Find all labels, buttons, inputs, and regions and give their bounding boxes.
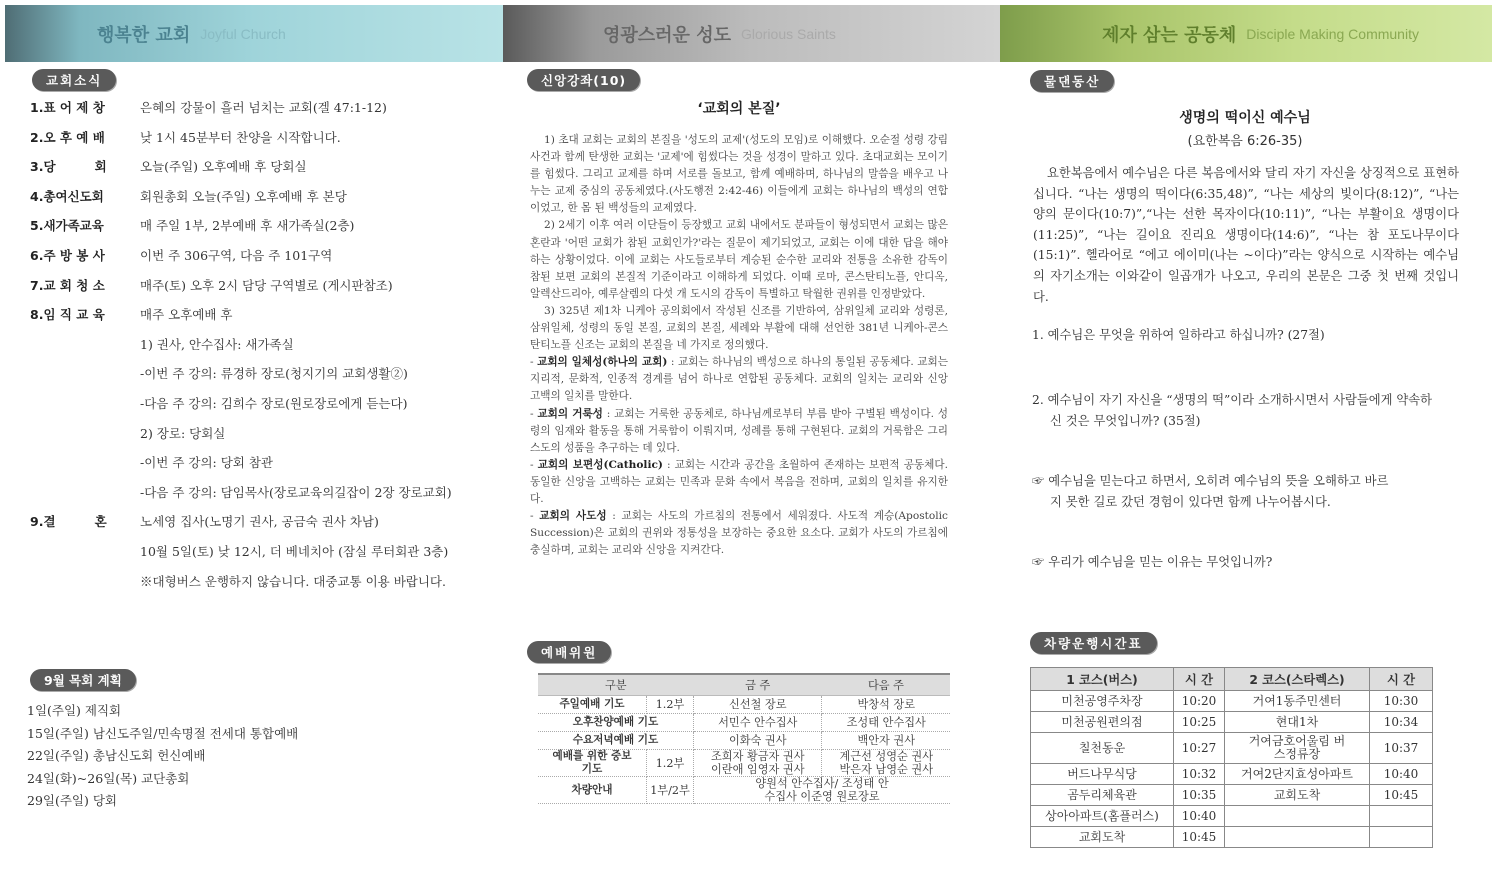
lecture-definition: - 교회의 사도성 : 교회는 사도의 가르침의 전통에서 세워졌다. 사도적 계승(Apostolic Succession)은 교회의 권위와 정통성을 보장하는 중요한 요소다. 교회가 사도의 가르침에 충실하며, 교회는 교리와 신앙을 지켜간다. [530, 510, 948, 557]
news-subitem: 1) 권사, 안수집사: 새가족실 [140, 336, 294, 352]
lecture-paragraph: 3) 325년 제1차 니케아 공의회에서 작성된 신조를 기반하여, 삼위일체 교리와 성령론, 삼위일체, 성령의 동일 본질, 교회의 본질, 세례와 부활에 대해 선언한 381년 니케아-콘스탄티노플 신조는 교회의 본질을 네 가지로 정의했다. [530, 304, 948, 352]
question-2 [1032, 390, 1462, 432]
news-item-value: 매주(토) 오후 2시 담당 구역별로 (게시판참조) [140, 277, 393, 293]
banner-joyful-church [5, 5, 503, 62]
plan-item: 15일(주일) 남신도주일/민속명절 전세대 통합예배 [27, 725, 299, 741]
news-item-value: 노세영 집사(노명기 권사, 공금숙 권사 차남) [140, 514, 379, 530]
news-item-label: 8.임 직 교 육 [30, 307, 105, 323]
bible-title: 생명의 떡이신 예수님 [1179, 110, 1311, 126]
sharing-prompt-2: ☞ 우리가 예수님을 믿는 이유는 무엇입니까? [1032, 555, 1273, 569]
plan-item: 29일(주일) 당회 [27, 793, 118, 809]
news-item-value: 은혜의 강물이 흘러 넘치는 교회(겔 47:1-12) [140, 100, 387, 115]
definition-text: : 교회는 사도의 가르침의 전통에서 세워졌다. 사도적 계승(Apostolic Succession)은 교회의 권위와 정통성을 보장하는 중요한 요소다. 교회가 사도의 가르침에 충실하며, 교회는 교리와 신앙을 지켜간다. [530, 510, 948, 557]
table-cell: 1.2부 [647, 750, 694, 777]
table-header: 2 코스(스타렉스) [1225, 668, 1370, 691]
news-item [30, 157, 490, 187]
lecture-paragraph: 2) 2세기 이후 여러 이단들이 등장했고 교회 내에서도 분파들이 형성되면서 교회는 많은 혼란과 '어떤 교회가 참된 교회인가?'라는 질문이 제기되었고, 교회는 이에 대한 답을 해야하는 상황이었다. 이에 교회는 사도들로부터 계승된 순수한 교리와 전통을 소유한 감독이 참된 보편 교회의 본질적 기준이라고 이해하게 되었다. 이때 로마, 콘스탄티노플, 안디옥, 알렉산드리아, 예루살렘의 다섯 개 도시의 감독이 특별하고 탁월한 권위를 인정받았다. [530, 219, 948, 300]
table-header: 1 코스(버스) [1031, 668, 1174, 691]
table-cell [1225, 827, 1370, 848]
lecture-section-label: 신앙강좌(10) [527, 69, 640, 91]
table-row [538, 732, 950, 750]
lecture-paragraph: 1) 초대 교회는 교회의 본질을 '성도의 교제'(성도의 모임)로 이해했다. 오순절 성령 강림 사건과 함께 탄생한 교회는 '교제'에 힘썼다는 것을 성경이 말하고 있다. 초대교회는 모이기를 힘썼다. 그리고 교제를 하며 서로를 돌보고, 함께 예배하며, 하나님의 말씀을 배우고 나누는 교제 중심의 공동체였다.(사도행전 2:42-46) 이들에게 교회는 하나님의 백성의 연합이었고, 한 몸 된 백성들의 교제였다. [530, 134, 948, 215]
table-cell: 거여1동주민센터 [1225, 691, 1370, 712]
lecture-body [530, 132, 948, 559]
worship-committee-table [538, 673, 950, 804]
table-cell: 주일예배 기도 [538, 696, 647, 714]
banner-subtitle: Glorious Saints [740, 25, 836, 42]
table-cell: 10:45 [1174, 827, 1225, 848]
definition-text: : 교회는 시간과 공간을 초월하여 존재하는 보편적 공동체다. 동일한 신앙을 고백하는 교회는 민족과 문화 속에서 복음을 전하며, 교회의 일치를 유지한다. [530, 458, 949, 505]
table-cell: 10:20 [1174, 691, 1225, 712]
table-row [538, 750, 950, 777]
table-cell: 1부/2부 [647, 777, 694, 804]
bus-section-label: 차량운행시간표 [1030, 632, 1157, 654]
table-row [1031, 691, 1433, 712]
news-item-value: 매주 오후예배 후 [140, 307, 233, 323]
news-subitem: -이번 주 강의: 당회 참관 [140, 455, 274, 471]
table-cell: 거여2단지효성아파트 [1225, 764, 1370, 785]
table-cell: 예배를 위한 중보기도 [538, 750, 647, 777]
bible-intro: 요한복음에서 예수님은 다른 복음에서와 달리 자기 자신을 상징적으로 표현하십니다. “나는 생명의 떡이다(6:35,48)”, “나는 세상의 빛이다(8:12)”, “나는 양의 문이다(10:7)”,“나는 선한 목자이다(10:11)”, “나는 부활이요 생명이다(11:25)”, “나는 길이요 진리요 생명이다(14:6)”, “나는 참 포도나무이다(15:1)”. 헬라어로 “에고 에이미(나는 ~이다)”라는 양식으로 시작하는 예수님의 자기소개는 이와같이 일곱개가 나오고, 우리의 본문은 그중 첫 번째 것입니다. [1033, 166, 1459, 304]
news-item-label: 4.총여신도회 [30, 188, 104, 204]
table-cell: 1.2부 [647, 696, 694, 714]
news-item-value: 회원총회 오늘(주일) 오후예배 후 본당 [140, 188, 347, 204]
news-item-label: 3.당 회 [30, 159, 107, 175]
definition-term: 교회의 거룩성 [537, 407, 603, 420]
sharing-prompt-1 [1032, 471, 1462, 513]
news-item-label: 5.새가족교육 [30, 218, 104, 234]
banner-subtitle: Disciple Making Community [1246, 25, 1419, 42]
lecture-definition: - 교회의 보편성(Catholic) : 교회는 시간과 공간을 초월하여 존재하는 보편적 공동체다. 동일한 신앙을 고백하는 교회는 민족과 문화 속에서 복음을 전하며, 교회의 일치를 유지한다. [530, 458, 949, 505]
table-row [1031, 806, 1433, 827]
bible-section-label: 물댄동산 [1030, 70, 1114, 92]
plan-item: 22일(주일) 총남신도회 헌신예배 [27, 748, 206, 764]
news-item [30, 512, 490, 542]
news-item [30, 187, 490, 217]
news-item [30, 128, 490, 158]
table-cell: 버드나무식당 [1031, 764, 1174, 785]
table-cell: 현대1차 [1225, 712, 1370, 733]
table-cell: 박창석 장로 [822, 696, 950, 714]
table-cell: 이화숙 권사 [694, 732, 822, 750]
table-cell: 교회도착 [1225, 785, 1370, 806]
news-item-label: 7.교 회 청 소 [30, 277, 105, 293]
table-cell: 10:37 [1370, 733, 1433, 764]
table-row [538, 777, 950, 804]
table-header: 시 간 [1370, 668, 1433, 691]
news-list [30, 98, 490, 601]
news-subitem: -다음 주 강의: 담임목사(장로교육의길잡이 2장 장로교회) [140, 484, 452, 500]
definition-text: : 교회는 하나님의 백성으로 하나의 통일된 공동체다. 교회는 지리적, 문화적, 인종적 경계를 넘어 하나로 연합된 공동체다. 교회의 일치는 교리와 신앙 고백의 일치를 말한다. [530, 356, 948, 403]
prompt-line: 지 못한 길로 갔던 경험이 있다면 함께 나누어봅시다. [1050, 495, 1331, 509]
definition-term: 교회의 보편성(Catholic) [537, 458, 663, 471]
worship-section-label: 예배위원 [527, 641, 611, 663]
table-cell: 10:34 [1370, 712, 1433, 733]
news-subitem: 10월 5일(토) 낮 12시, 더 베네치아 (잠실 루터회관 3층) [140, 543, 449, 559]
table-cell: 10:27 [1174, 733, 1225, 764]
plan-item: 24일(화)~26일(목) 교단총회 [27, 770, 190, 786]
table-cell: 거여금호어울림 버스정류장 [1225, 733, 1370, 764]
banner-title: 행복한 교회 [97, 24, 191, 46]
table-cell: 조성태 안수집사 [822, 714, 950, 732]
plan-item: 1일(주일) 제직회 [27, 703, 122, 718]
table-cell: 칠천동운 [1031, 733, 1174, 764]
banner-glorious-saints [503, 5, 1000, 62]
plan-section-label: 9월 목회 계획 [30, 669, 136, 691]
news-subitem: 2) 장로: 당회실 [140, 425, 226, 441]
prompt-line: ☞ 예수님을 믿는다고 하면서, 오히려 예수님의 뜻을 오해하고 바르 [1032, 474, 1389, 488]
table-cell: 10:40 [1174, 806, 1225, 827]
table-cell: 10:30 [1370, 691, 1433, 712]
table-header: 구분 [538, 674, 694, 696]
news-subitem: -다음 주 강의: 김희수 장로(원로장로에게 듣는다) [140, 395, 408, 411]
definition-term: 교회의 사도성 [539, 510, 607, 523]
news-item [30, 216, 490, 246]
news-item-value: 오늘(주일) 오후예배 후 당회실 [140, 159, 307, 175]
news-item [30, 246, 490, 276]
lecture-definition: - 교회의 일체성(하나의 교회) : 교회는 하나님의 백성으로 하나의 통일된 공동체다. 교회는 지리적, 문화적, 인종적 경계를 넘어 하나로 연합된 공동체다. 교회의 일치는 교리와 신앙 고백의 일치를 말한다. [530, 356, 948, 403]
table-cell: 수요저녁예배 기도 [538, 732, 694, 750]
table-cell: 미천공원편의점 [1031, 712, 1174, 733]
definition-term: 교회의 일체성(하나의 교회) [537, 356, 668, 369]
news-subitem: ※대형버스 운행하지 않습니다. 대중교통 이용 바랍니다. [140, 573, 446, 589]
table-cell [1370, 806, 1433, 827]
news-item-label: 6.주 방 봉 사 [30, 247, 105, 263]
news-item-label: 9.결 혼 [30, 514, 107, 530]
table-row [1031, 785, 1433, 806]
banner-title: 영광스러운 성도 [603, 24, 731, 46]
news-item [30, 276, 490, 306]
table-cell: 오후찬양예배 기도 [538, 714, 694, 732]
table-cell: 서민수 안수집사 [694, 714, 822, 732]
vehicle-schedule-table [1030, 667, 1433, 848]
lecture-definition: - 교회의 거룩성 : 교회는 거룩한 공동체로, 하나님께로부터 부름 받아 구별된 백성이다. 성령의 임재와 활동을 통해 거룩함이 이뤄지며, 성례를 통해 구현된다. 교회의 거룩함은 그리스도의 성품을 추구하는 데 있다. [530, 407, 949, 454]
table-cell: 신선철 장로 [694, 696, 822, 714]
news-item [30, 305, 490, 335]
table-cell: 백안자 권사 [822, 732, 950, 750]
table-cell: 곰두리체육관 [1031, 785, 1174, 806]
table-cell: 차량안내 [538, 777, 647, 804]
news-subitem: -이번 주 강의: 류경하 장로(청지기의 교회생활②) [140, 366, 408, 382]
banner-disciple-community [1000, 5, 1492, 62]
table-row [1031, 764, 1433, 785]
bible-reference: (요한복음 6:26-35) [1187, 134, 1303, 149]
banner-subtitle: Joyful Church [200, 25, 286, 42]
news-section-label: 교회소식 [32, 69, 116, 91]
plan-list [27, 700, 298, 813]
table-header: 다음 주 [822, 674, 950, 696]
table-header-row [1031, 668, 1433, 691]
question-line: 2. 예수님이 자기 자신을 “생명의 떡”이라 소개하시면서 사람들에게 약속하 [1032, 393, 1433, 407]
news-item [30, 98, 490, 128]
table-cell: 10:32 [1174, 764, 1225, 785]
table-cell: 10:25 [1174, 712, 1225, 733]
table-cell: 10:35 [1174, 785, 1225, 806]
banner-title: 제자 삼는 공동체 [1102, 24, 1237, 46]
table-cell: 교회도착 [1031, 827, 1174, 848]
table-header-row [538, 674, 950, 696]
table-row [1031, 827, 1433, 848]
news-item-value: 매 주일 1부, 2부예배 후 새가족실(2층) [140, 218, 355, 234]
question-line: 신 것은 무엇입니까? (35절) [1050, 414, 1201, 428]
table-row [1031, 712, 1433, 733]
lecture-title: ‘교회의 본질’ [697, 101, 781, 117]
table-row [1031, 733, 1433, 764]
table-row [538, 714, 950, 732]
question-1: 1. 예수님은 무엇을 위하여 일하라고 하십니까? (27절) [1032, 328, 1325, 342]
table-cell: 계근선 성영순 권사 박은자 남영순 권사 [822, 750, 950, 777]
news-item-label: 1.표 어 제 창 [30, 100, 105, 115]
table-header: 시 간 [1174, 668, 1225, 691]
definition-text: : 교회는 거룩한 공동체로, 하나님께로부터 부름 받아 구별된 백성이다. 성령의 임재와 활동을 통해 거룩함이 이뤄지며, 성례를 통해 구현된다. 교회의 거룩함은 그리스도의 성품을 추구하는 데 있다. [530, 407, 949, 454]
table-row [538, 696, 950, 714]
news-item-value: 이번 주 306구역, 다음 주 101구역 [140, 247, 333, 263]
table-cell [1225, 806, 1370, 827]
table-cell: 10:40 [1370, 764, 1433, 785]
table-cell [1370, 827, 1433, 848]
news-item-label: 2.오 후 예 배 [30, 129, 105, 145]
news-item-value: 낮 1시 45분부터 찬양을 시작합니다. [140, 129, 341, 145]
table-cell: 10:45 [1370, 785, 1433, 806]
table-cell: 상아아파트(홈플러스) [1031, 806, 1174, 827]
table-cell: 미천공영주차장 [1031, 691, 1174, 712]
table-cell: 조희자 황금자 권사 이란애 임영자 권사 [694, 750, 822, 777]
table-cell: 양원석 안수집사/ 조성태 안수집사 이준영 원로장로 [694, 777, 951, 804]
table-header: 금 주 [694, 674, 822, 696]
